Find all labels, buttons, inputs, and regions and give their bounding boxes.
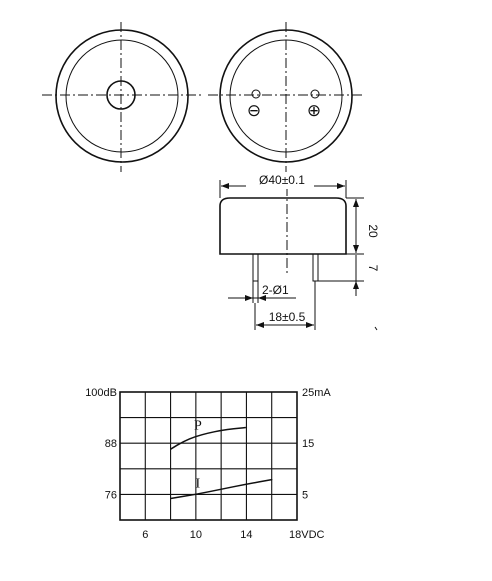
front-outer-circle: [56, 30, 188, 162]
right-tick-label: 5: [302, 489, 309, 502]
pin-spacing-arrow-left: [256, 322, 264, 328]
chart-grid-horizontal: [120, 418, 297, 495]
chart-frame: [120, 392, 297, 520]
right-axis-ticks: [302, 387, 331, 501]
right-tick-label: 25mA: [302, 387, 331, 399]
minus-terminal-icon: ⊖: [246, 101, 262, 120]
pin-hole-left: [252, 90, 260, 98]
plus-terminal-icon: ⊕: [306, 101, 322, 120]
pin-length-arrow-bottom: [353, 281, 359, 289]
left-tick-label: 100dB: [85, 387, 117, 399]
pin-length-label: 7: [366, 264, 380, 272]
pin-hole-right: [311, 90, 319, 98]
x-tick-label: 10: [189, 529, 202, 541]
height-label: 20: [366, 224, 380, 238]
corner-tick: [375, 327, 377, 330]
pin-diameter-label: 2-Ø1: [262, 283, 289, 297]
x-tick-label: 6: [142, 529, 149, 541]
chart-grid-vertical: [145, 392, 271, 520]
diameter-arrow-left: [221, 183, 229, 189]
series-label-p: P: [193, 418, 202, 434]
pin-spacing-arrow-right: [306, 322, 314, 328]
right-tick-label: 15: [302, 438, 315, 451]
pin-left: [253, 254, 258, 281]
buzzer-body: [220, 198, 346, 254]
left-tick-label: 88: [104, 438, 117, 451]
front-view: [42, 22, 202, 172]
x-axis-ticks: [142, 529, 324, 541]
height-arrow-top: [353, 199, 359, 207]
pin-right: [313, 254, 318, 281]
front-inner-circle: [66, 40, 178, 152]
performance-chart: [85, 387, 331, 541]
series-curve-p: [171, 427, 247, 449]
pin-spacing-label: 18±0.5: [268, 310, 306, 324]
diameter-label: Ø40±0.1: [259, 173, 305, 187]
left-axis-ticks: [85, 387, 117, 501]
height-arrow-bottom: [353, 245, 359, 253]
x-tick-label: 18VDC: [289, 529, 325, 541]
pin-diameter-arrow-left: [245, 295, 253, 301]
side-view: [220, 173, 380, 330]
back-view: [208, 22, 364, 172]
series-label-i: I: [195, 476, 201, 492]
left-tick-label: 76: [104, 489, 117, 502]
x-tick-label: 14: [240, 529, 253, 541]
diameter-arrow-right: [337, 183, 345, 189]
